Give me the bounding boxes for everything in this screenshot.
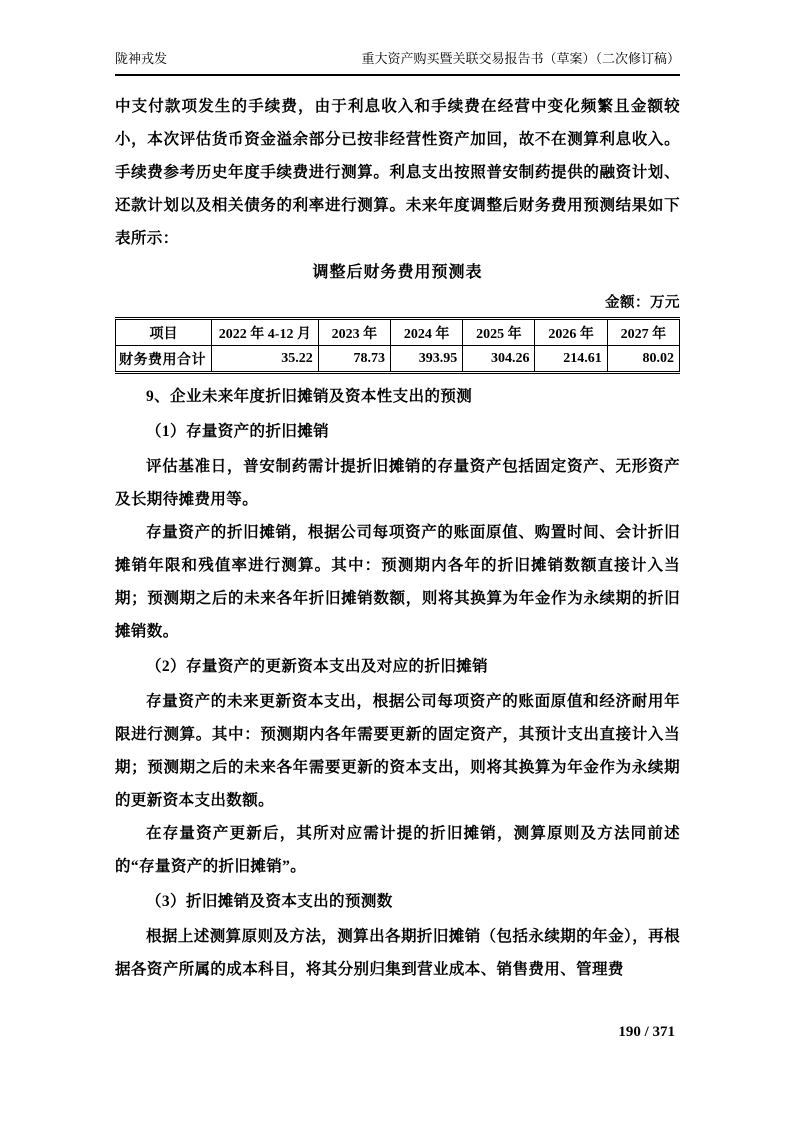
document-body [115,90,680,986]
table-title: 调整后财务费用预测表 [312,264,483,281]
subsection2-heading: （2）存量资产的更新资本支出及对应的折旧摊销 [146,658,489,675]
page-header [115,48,680,76]
table-row [116,346,680,373]
table-cell-2024-value: 393.95 [391,346,463,373]
table-cell-2023-value: 78.73 [318,346,390,373]
table-header-2026: 2026 年 [535,319,607,346]
header-document-title: 重大资产购买暨关联交易报告书（草案）（二次修订稿） [361,51,680,66]
paragraph-depreciation-method: 存量资产的折旧摊销，根据公司每项资产的账面原值、购置时间、会计折旧摊销年限和残值率进行测算。其中：预测期内各年的折旧摊销数额直接计入当期；预测期之后的未来各年折旧摊销数额，则将其换算为年金作为永续期的折旧摊销数。 [115,524,680,640]
table-cell-row-label: 财务费用合计 [116,346,212,373]
table-header-2025: 2025 年 [463,319,535,346]
table-header-item: 项目 [116,319,212,346]
table-cell-2022-value: 35.22 [212,346,319,373]
adjusted-finance-cost-table [115,317,680,374]
section9-heading: 9、企业未来年度折旧摊销及资本性支出的预测 [146,388,473,405]
paragraph-stock-assets: 评估基准日，普安制药需计提折旧摊销的存量资产包括固定资产、无形资产及长期待摊费用等。 [115,458,680,508]
table-cell-2027-value: 80.02 [607,346,679,373]
table-cell-2025-value: 304.26 [463,346,535,373]
paragraph-continuation: 中支付款项发生的手续费，由于利息收入和手续费在经营中变化频繁且金额较小，本次评估货币资金溢余部分已按非经营性资产加回，故不在测算利息收入。手续费参考历史年度手续费进行测算。利息支出按照普安制药提供的融资计划、还款计划以及相关债务的利率进行测算。未来年度调整后财务费用预测结果如下表所示： [115,98,680,247]
table-header-2027: 2027 年 [607,319,679,346]
table-header-2023: 2023 年 [318,319,390,346]
paragraph-renewal-capex: 存量资产的未来更新资本支出，根据公司每项资产的账面原值和经济耐用年限进行测算。其中：预测期内各年需要更新的固定资产，其预计支出直接计入当期；预测期之后的未来各年需要更新的资本支出，则将其换算为年金作为永续期的更新资本支出数额。 [115,693,680,809]
subsection3-heading: （3）折旧摊销及资本支出的预测数 [146,893,393,910]
paragraph-after-renewal: 在存量资产更新后，其所对应需计提的折旧摊销，测算原则及方法同前述的“存量资产的折旧摊销”。 [115,825,680,875]
paragraph-forecast-method: 根据上述测算原则及方法，测算出各期折旧摊销（包括永续期的年金），再根据各资产所属的成本科目，将其分别归集到营业成本、销售费用、管理费 [115,928,680,978]
subsection1-heading: （1）存量资产的折旧摊销 [146,423,330,440]
table-header-2022: 2022 年 4-12 月 [212,319,319,346]
table-header-2024: 2024 年 [391,319,463,346]
table-cell-2026-value: 214.61 [535,346,607,373]
table-unit-label: 金额：万元 [605,295,680,311]
header-company-name: 陇神戎发 [115,51,168,66]
table-header-row [116,319,680,346]
page-number: 190 / 371 [618,1024,675,1040]
